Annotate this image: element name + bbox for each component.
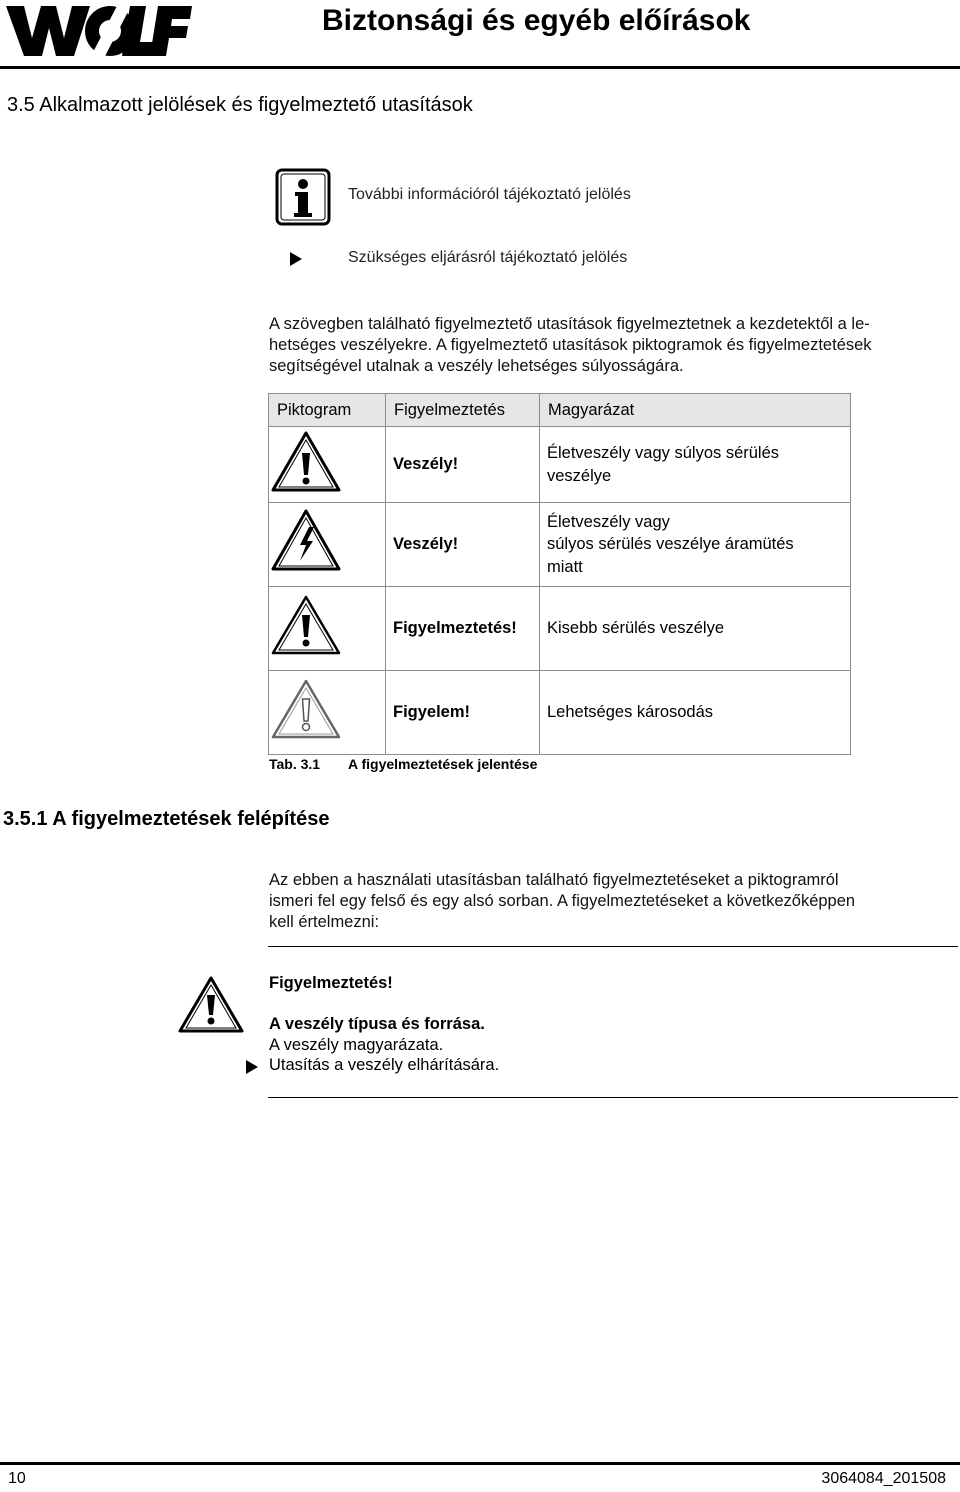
keyword-cell: Veszély!	[386, 427, 540, 503]
document-number: 3064084_201508	[821, 1470, 946, 1487]
warning-triangle-icon	[269, 587, 385, 670]
explanation-cell	[540, 503, 851, 587]
col-header-magyarazat: Magyarázat	[540, 394, 851, 427]
wolf-logo	[6, 4, 192, 58]
intro-line: hetséges veszélyekre. A figyelmeztető utasítások piktogramok és figyelmeztetések	[269, 336, 872, 354]
header-divider	[0, 66, 960, 69]
keyword-cell: Figyelem!	[386, 671, 540, 755]
keyword-cell: Veszély!	[386, 503, 540, 587]
electric-shock-icon	[269, 503, 385, 586]
structure-intro-line: kell értelmezni:	[269, 913, 380, 931]
table-caption-number: Tab. 3.1	[269, 756, 321, 772]
intro-line: A szövegben található figyelmeztető utasítások figyelmeztetnek a kezdetektől a le-	[269, 315, 870, 333]
table-row	[269, 503, 851, 587]
col-header-piktogram: Piktogram	[269, 394, 386, 427]
explanation-cell: Kisebb sérülés veszélye	[540, 587, 851, 671]
info-legend-text: További információról tájékoztató jelölés	[348, 186, 631, 203]
explanation-line: miatt	[547, 557, 583, 576]
pictogram-cell	[269, 503, 386, 587]
example-bottom-divider	[268, 1097, 958, 1098]
structure-intro-line: ismeri fel egy felső és egy alsó sorban. A figyelmeztetéseket a következőképpen	[269, 892, 856, 910]
example-keyword: Figyelmeztetés!	[269, 974, 393, 992]
intro-line: segítségével utalnak a veszély lehetséges súlyosságára.	[269, 357, 684, 375]
col-header-figyelmeztetes: Figyelmeztetés	[386, 394, 540, 427]
structure-intro-line: Az ebben a használati utasításban található figyelmeztetéseket a piktogramról	[269, 871, 839, 889]
structure-intro-paragraph	[269, 870, 959, 933]
table-caption-text: A figyelmeztetések jelentése	[348, 756, 538, 772]
subsection-title: 3.5.1 A figyelmeztetések felépítése	[3, 808, 330, 830]
keyword-cell: Figyelmeztetés!	[386, 587, 540, 671]
caution-triangle-icon	[269, 671, 385, 754]
warning-triangle-icon	[178, 975, 244, 1040]
pictogram-cell	[269, 427, 386, 503]
footer-divider	[0, 1462, 960, 1465]
step-arrow-icon	[245, 1060, 259, 1079]
explanation-line: veszélye	[547, 466, 612, 485]
page-title: Biztonsági és egyéb előírások	[322, 4, 751, 37]
table-row	[269, 671, 851, 755]
page-number: 10	[8, 1470, 26, 1487]
example-top-divider	[268, 946, 958, 947]
warning-triangle-icon	[269, 427, 385, 502]
explanation-line: Életveszély vagy	[547, 512, 670, 531]
explanation-line: Életveszély vagy súlyos sérülés	[547, 444, 780, 462]
example-instruction: Utasítás a veszély elhárítására.	[269, 1056, 500, 1074]
explanation-cell	[540, 427, 851, 503]
info-icon	[275, 168, 331, 226]
example-hazard-type: A veszély típusa és forrása.	[269, 1015, 485, 1033]
explanation-line: súlyos sérülés veszélye áramütés	[547, 535, 794, 554]
step-legend-text: Szükséges eljárásról tájékoztató jelölés	[348, 249, 628, 266]
intro-paragraph	[269, 314, 959, 377]
table-row	[269, 587, 851, 671]
example-hazard-explanation: A veszély magyarázata.	[269, 1036, 444, 1054]
explanation-cell: Lehetséges károsodás	[540, 671, 851, 755]
step-arrow-icon	[289, 252, 303, 271]
table-header-row	[269, 394, 851, 427]
pictogram-cell	[269, 671, 386, 755]
warning-table	[268, 393, 851, 755]
pictogram-cell	[269, 587, 386, 671]
section-title: 3.5 Alkalmazott jelölések és figyelmeztető utasítások	[7, 94, 473, 116]
table-row	[269, 427, 851, 503]
